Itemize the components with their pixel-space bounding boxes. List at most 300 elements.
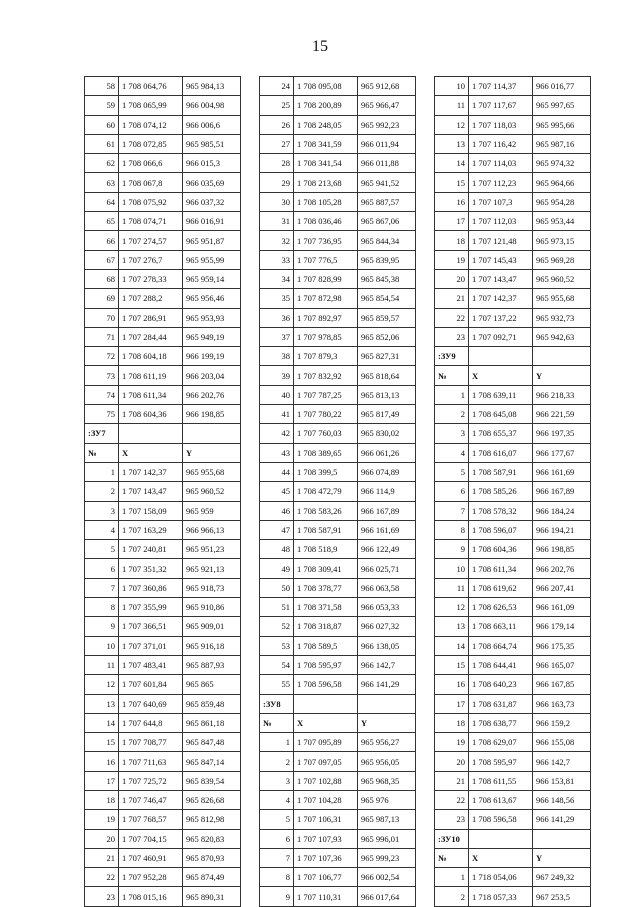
y-header: Y	[533, 366, 591, 385]
x-coordinate: 1 708 371,58	[294, 598, 358, 617]
point-number: 22	[85, 868, 119, 887]
section-row	[260, 694, 416, 713]
y-coordinate: 965 969,28	[533, 250, 591, 269]
y-coordinate: 966 142,7	[358, 655, 416, 674]
point-number: 6	[435, 482, 469, 501]
point-number: 18	[85, 790, 119, 809]
y-coordinate: 965 951,87	[183, 231, 241, 250]
x-coordinate: 1 708 619,62	[469, 578, 533, 597]
table-row	[435, 501, 591, 520]
y-coordinate: 965 949,19	[183, 327, 241, 346]
y-coordinate: 966 037,32	[183, 192, 241, 211]
table-row	[435, 134, 591, 153]
x-coordinate: 1 708 036,46	[294, 212, 358, 231]
y-coordinate: 965 830,02	[358, 424, 416, 443]
y-coordinate: 965 976	[358, 790, 416, 809]
y-coordinate: 965 953,44	[533, 212, 591, 231]
y-coordinate: 965 955,68	[533, 289, 591, 308]
y-coordinate: 966 011,88	[358, 154, 416, 173]
y-coordinate: 966 221,59	[533, 405, 591, 424]
table-row	[85, 733, 241, 752]
x-coordinate: 1 707 092,71	[469, 327, 533, 346]
x-coordinate: 1 708 587,91	[294, 520, 358, 539]
table-row	[435, 655, 591, 674]
y-coordinate: 966 163,73	[533, 694, 591, 713]
x-coordinate: 1 707 828,99	[294, 269, 358, 288]
y-coordinate: 965 996,01	[358, 829, 416, 848]
point-number: 2	[435, 405, 469, 424]
x-coordinate: 1 708 631,87	[469, 694, 533, 713]
x-coordinate: 1 708 629,07	[469, 733, 533, 752]
x-coordinate: 1 708 065,99	[119, 96, 183, 115]
y-header: Y	[358, 713, 416, 732]
table-row	[85, 327, 241, 346]
x-coordinate: 1 708 583,26	[294, 501, 358, 520]
point-number: 16	[85, 752, 119, 771]
y-coordinate: 966 153,81	[533, 771, 591, 790]
table-row	[435, 308, 591, 327]
x-coordinate: 1 708 604,18	[119, 347, 183, 366]
table-row	[435, 385, 591, 404]
table-row	[85, 462, 241, 481]
point-number: 15	[85, 733, 119, 752]
table-row	[435, 462, 591, 481]
x-coordinate: 1 708 595,97	[294, 655, 358, 674]
y-coordinate: 965 916,18	[183, 636, 241, 655]
table-row	[85, 269, 241, 288]
y-coordinate: 966 198,85	[183, 405, 241, 424]
y-coordinate: 965 956,27	[358, 733, 416, 752]
x-coordinate: 1 707 708,77	[119, 733, 183, 752]
table-row	[435, 96, 591, 115]
point-number: 4	[85, 520, 119, 539]
table-row	[260, 385, 416, 404]
point-number: 3	[260, 771, 294, 790]
table-row	[260, 115, 416, 134]
y-coordinate: 965 887,57	[358, 192, 416, 211]
x-coordinate: 1 707 106,31	[294, 810, 358, 829]
y-coordinate: 965 966,47	[358, 96, 416, 115]
y-coordinate: 966 035,69	[183, 173, 241, 192]
table-row	[435, 887, 591, 906]
table-row	[85, 405, 241, 424]
table-row	[85, 192, 241, 211]
header-row	[435, 366, 591, 385]
x-coordinate: 1 708 378,77	[294, 578, 358, 597]
x-coordinate: 1 707 892,97	[294, 308, 358, 327]
point-number: 14	[435, 154, 469, 173]
point-number: 25	[260, 96, 294, 115]
section-row	[435, 829, 591, 848]
table-row	[85, 115, 241, 134]
x-coordinate: 1 707 351,32	[119, 559, 183, 578]
y-coordinate: 966 122,49	[358, 540, 416, 559]
number-header: №	[260, 713, 294, 732]
x-coordinate: 1 708 341,59	[294, 134, 358, 153]
y-coordinate: 965 942,63	[533, 327, 591, 346]
x-coordinate: 1 707 143,47	[469, 269, 533, 288]
x-coordinate: 1 707 879,3	[294, 347, 358, 366]
y-coordinate: 967 249,32	[533, 868, 591, 887]
header-row	[85, 443, 241, 462]
y-coordinate: 965 870,93	[183, 848, 241, 867]
table-row	[85, 134, 241, 153]
y-coordinate: 966 015,3	[183, 154, 241, 173]
point-number: 68	[85, 269, 119, 288]
point-number: 20	[435, 269, 469, 288]
table-row	[85, 790, 241, 809]
point-number: 28	[260, 154, 294, 173]
x-coordinate: 1 707 112,03	[469, 212, 533, 231]
header-row	[260, 713, 416, 732]
x-coordinate: 1 708 200,89	[294, 96, 358, 115]
table-row	[260, 790, 416, 809]
number-header: №	[435, 848, 469, 867]
y-coordinate: 965 839,95	[358, 250, 416, 269]
y-coordinate: 966 025,71	[358, 559, 416, 578]
x-coordinate: 1 708 611,34	[119, 385, 183, 404]
y-coordinate: 965 956,46	[183, 289, 241, 308]
table-row	[260, 559, 416, 578]
table-row	[85, 578, 241, 597]
x-coordinate: 1 708 645,08	[469, 405, 533, 424]
y-coordinate: 966 966,13	[183, 520, 241, 539]
y-coordinate: 965 984,13	[183, 77, 241, 96]
x-coordinate: 1 707 107,3	[469, 192, 533, 211]
y-coordinate: 966 148,56	[533, 790, 591, 809]
x-coordinate: 1 707 360,86	[119, 578, 183, 597]
y-coordinate: 966 218,33	[533, 385, 591, 404]
point-number: 75	[85, 405, 119, 424]
y-coordinate: 966 138,05	[358, 636, 416, 655]
table-row	[435, 520, 591, 539]
y-coordinate: 966 063,58	[358, 578, 416, 597]
x-coordinate: 1 708 318,87	[294, 617, 358, 636]
point-number: 4	[260, 790, 294, 809]
x-coordinate: 1 707 776,5	[294, 250, 358, 269]
coordinates-table-right	[434, 76, 591, 907]
y-coordinate: 966 199,19	[183, 347, 241, 366]
table-row	[435, 598, 591, 617]
table-row	[435, 154, 591, 173]
point-number: 60	[85, 115, 119, 134]
y-coordinate: 965 910,86	[183, 598, 241, 617]
x-coordinate: 1 708 626,53	[469, 598, 533, 617]
y-coordinate: 965 854,54	[358, 289, 416, 308]
point-number: 64	[85, 192, 119, 211]
x-coordinate: 1 708 604,36	[469, 540, 533, 559]
y-coordinate: 966 074,89	[358, 462, 416, 481]
x-coordinate: 1 707 725,72	[119, 771, 183, 790]
y-coordinate: 965 847,14	[183, 752, 241, 771]
table-row	[260, 848, 416, 867]
point-number: 70	[85, 308, 119, 327]
x-coordinate: 1 708 075,92	[119, 192, 183, 211]
table-row	[435, 578, 591, 597]
table-row	[435, 790, 591, 809]
table-row	[85, 848, 241, 867]
table-row	[435, 771, 591, 790]
x-coordinate: 1 707 286,91	[119, 308, 183, 327]
y-coordinate: 965 827,31	[358, 347, 416, 366]
table-row	[435, 424, 591, 443]
point-number: 2	[85, 482, 119, 501]
point-number: 38	[260, 347, 294, 366]
table-row	[260, 868, 416, 887]
x-coordinate: 1 708 213,68	[294, 173, 358, 192]
x-coordinate: 1 707 952,28	[119, 868, 183, 887]
y-coordinate: 965 999,23	[358, 848, 416, 867]
point-number: 67	[85, 250, 119, 269]
x-coordinate: 1 708 589,5	[294, 636, 358, 655]
y-coordinate: 965 826,68	[183, 790, 241, 809]
point-number: 2	[260, 752, 294, 771]
y-coordinate: 966 141,29	[533, 810, 591, 829]
table-row	[435, 482, 591, 501]
empty-cell	[358, 694, 416, 713]
point-number: 11	[435, 96, 469, 115]
point-number: 54	[260, 655, 294, 674]
table-row	[435, 752, 591, 771]
point-number: 18	[435, 231, 469, 250]
x-coordinate: 1 707 143,47	[119, 482, 183, 501]
x-coordinate: 1 708 309,41	[294, 559, 358, 578]
table-row	[85, 501, 241, 520]
point-number: 12	[85, 675, 119, 694]
x-coordinate: 1 707 110,31	[294, 887, 358, 906]
point-number: 32	[260, 231, 294, 250]
y-coordinate: 965 974,32	[533, 154, 591, 173]
y-coordinate: 965 813,13	[358, 385, 416, 404]
table-row	[435, 212, 591, 231]
point-number: 35	[260, 289, 294, 308]
point-number: 33	[260, 250, 294, 269]
point-number: 23	[85, 887, 119, 906]
table-row	[260, 617, 416, 636]
table-row	[260, 366, 416, 385]
table-row	[260, 810, 416, 829]
section-row	[85, 424, 241, 443]
x-coordinate: 1 707 284,44	[119, 327, 183, 346]
x-coordinate: 1 718 057,33	[469, 887, 533, 906]
point-number: 65	[85, 212, 119, 231]
y-coordinate: 965 973,15	[533, 231, 591, 250]
x-coordinate: 1 707 371,01	[119, 636, 183, 655]
table-row	[435, 231, 591, 250]
y-coordinate: 965 959	[183, 501, 241, 520]
x-coordinate: 1 707 114,03	[469, 154, 533, 173]
table-row	[435, 327, 591, 346]
y-coordinate: 965 954,28	[533, 192, 591, 211]
x-coordinate: 1 707 116,42	[469, 134, 533, 153]
table-row	[260, 250, 416, 269]
y-coordinate: 966 002,54	[358, 868, 416, 887]
x-coordinate: 1 708 664,74	[469, 636, 533, 655]
point-number: 13	[85, 694, 119, 713]
table-row	[85, 96, 241, 115]
y-coordinate: 966 155,08	[533, 733, 591, 752]
point-number: 52	[260, 617, 294, 636]
table-row	[260, 578, 416, 597]
point-number: 62	[85, 154, 119, 173]
point-number: 55	[260, 675, 294, 694]
y-coordinate: 965 964,66	[533, 173, 591, 192]
point-number: 26	[260, 115, 294, 134]
point-number: 10	[435, 559, 469, 578]
table-row	[85, 308, 241, 327]
point-number: 34	[260, 269, 294, 288]
point-number: 69	[85, 289, 119, 308]
table-row	[435, 405, 591, 424]
y-coordinate: 966 016,91	[183, 212, 241, 231]
table-row	[85, 887, 241, 906]
empty-cell	[294, 694, 358, 713]
point-number: 72	[85, 347, 119, 366]
x-coordinate: 1 707 768,57	[119, 810, 183, 829]
y-coordinate: 965 867,06	[358, 212, 416, 231]
table-row	[260, 347, 416, 366]
x-coordinate: 1 707 872,98	[294, 289, 358, 308]
table-row	[85, 617, 241, 636]
table-row	[85, 868, 241, 887]
y-coordinate: 965 845,38	[358, 269, 416, 288]
point-number: 9	[85, 617, 119, 636]
x-coordinate: 1 708 072,85	[119, 134, 183, 153]
y-coordinate: 965 859,48	[183, 694, 241, 713]
table-row	[435, 675, 591, 694]
point-number: 66	[85, 231, 119, 250]
x-coordinate: 1 707 121,48	[469, 231, 533, 250]
x-coordinate: 1 707 137,22	[469, 308, 533, 327]
y-coordinate: 967 253,5	[533, 887, 591, 906]
point-number: 42	[260, 424, 294, 443]
y-coordinate: 965 960,52	[183, 482, 241, 501]
point-number: 37	[260, 327, 294, 346]
table-row	[260, 192, 416, 211]
table-row	[260, 887, 416, 906]
point-number: 9	[435, 540, 469, 559]
y-coordinate: 965 959,14	[183, 269, 241, 288]
point-number: 13	[435, 134, 469, 153]
x-coordinate: 1 708 595,97	[469, 752, 533, 771]
table-row	[260, 134, 416, 153]
table-row	[85, 752, 241, 771]
point-number: 3	[85, 501, 119, 520]
point-number: 7	[85, 578, 119, 597]
header-row	[435, 848, 591, 867]
point-number: 4	[435, 443, 469, 462]
table-row	[85, 655, 241, 674]
y-coordinate: 965 987,16	[533, 134, 591, 153]
empty-cell	[533, 347, 591, 366]
x-coordinate: 1 707 118,03	[469, 115, 533, 134]
table-row	[260, 482, 416, 501]
y-coordinate: 966 159,2	[533, 713, 591, 732]
table-row	[260, 829, 416, 848]
x-header: X	[294, 713, 358, 732]
y-coordinate: 966 165,07	[533, 655, 591, 674]
table-row	[260, 598, 416, 617]
point-number: 7	[435, 501, 469, 520]
y-coordinate: 965 941,52	[358, 173, 416, 192]
point-number: 5	[260, 810, 294, 829]
table-row	[260, 540, 416, 559]
x-coordinate: 1 707 640,69	[119, 694, 183, 713]
x-coordinate: 1 707 276,7	[119, 250, 183, 269]
point-number: 10	[435, 77, 469, 96]
y-coordinate: 966 161,69	[358, 520, 416, 539]
y-coordinate: 965 985,51	[183, 134, 241, 153]
table-row	[85, 289, 241, 308]
table-row	[85, 520, 241, 539]
x-coordinate: 1 707 711,63	[119, 752, 183, 771]
coordinates-table-left	[84, 76, 241, 907]
y-coordinate: 965 890,31	[183, 887, 241, 906]
y-coordinate: 966 161,69	[533, 462, 591, 481]
table-row	[85, 173, 241, 192]
y-coordinate: 966 167,85	[533, 675, 591, 694]
number-header: №	[85, 443, 119, 462]
y-coordinate: 965 820,83	[183, 829, 241, 848]
y-coordinate: 965 912,68	[358, 77, 416, 96]
table-row	[260, 636, 416, 655]
point-number: 30	[260, 192, 294, 211]
table-row	[260, 752, 416, 771]
point-number: 47	[260, 520, 294, 539]
x-coordinate: 1 708 616,07	[469, 443, 533, 462]
section-label: :ЗУ7	[85, 424, 119, 443]
y-coordinate: 966 061,26	[358, 443, 416, 462]
y-coordinate: 965 844,34	[358, 231, 416, 250]
x-coordinate: 1 708 596,58	[469, 810, 533, 829]
table-row	[435, 559, 591, 578]
point-number: 17	[85, 771, 119, 790]
y-coordinate: 965 874,49	[183, 868, 241, 887]
point-number: 2	[435, 887, 469, 906]
y-header: Y	[183, 443, 241, 462]
point-number: 16	[435, 675, 469, 694]
point-number: 19	[85, 810, 119, 829]
x-coordinate: 1 707 142,37	[469, 289, 533, 308]
point-number: 61	[85, 134, 119, 153]
point-number: 46	[260, 501, 294, 520]
point-number: 23	[435, 810, 469, 829]
y-coordinate: 965 909,01	[183, 617, 241, 636]
y-coordinate: 965 932,73	[533, 308, 591, 327]
y-coordinate: 966 016,77	[533, 77, 591, 96]
y-coordinate: 965 918,73	[183, 578, 241, 597]
point-number: 6	[260, 829, 294, 848]
section-label: :ЗУ9	[435, 347, 469, 366]
point-number: 15	[435, 655, 469, 674]
y-coordinate: 965 956,05	[358, 752, 416, 771]
table-row	[260, 462, 416, 481]
y-coordinate: 965 951,23	[183, 540, 241, 559]
x-coordinate: 1 708 663,11	[469, 617, 533, 636]
point-number: 17	[435, 694, 469, 713]
table-row	[260, 154, 416, 173]
point-number: 49	[260, 559, 294, 578]
table-row	[85, 829, 241, 848]
point-number: 48	[260, 540, 294, 559]
point-number: 8	[435, 520, 469, 539]
point-number: 7	[260, 848, 294, 867]
x-coordinate: 1 708 639,11	[469, 385, 533, 404]
x-coordinate: 1 708 596,58	[294, 675, 358, 694]
point-number: 14	[435, 636, 469, 655]
empty-cell	[183, 424, 241, 443]
table-row	[260, 212, 416, 231]
